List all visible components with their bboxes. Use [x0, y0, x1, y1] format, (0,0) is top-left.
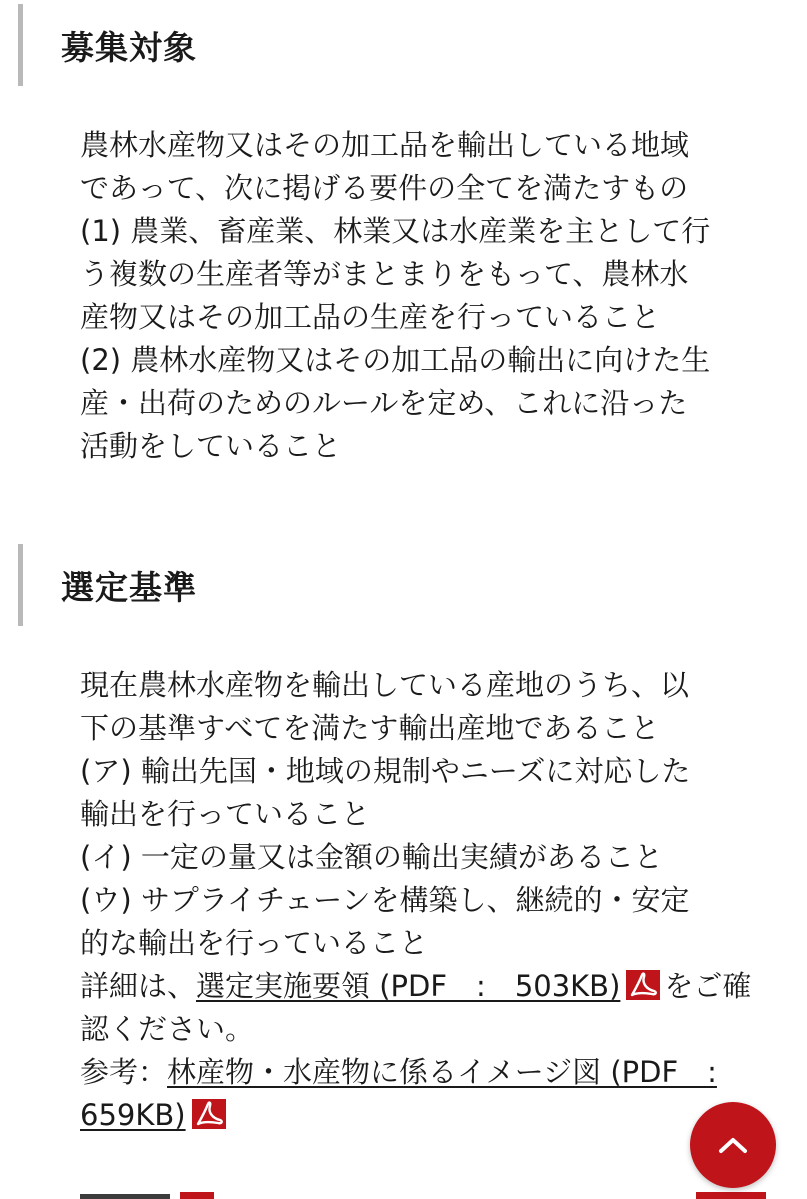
detail-prefix: 詳細は、 — [80, 969, 197, 1003]
back-to-top-button[interactable] — [690, 1102, 776, 1188]
pdf-icon — [626, 970, 660, 1000]
reference-line — [80, 1051, 740, 1094]
body-line: 現在農林水産物を輸出している産地のうち、以 — [80, 668, 690, 702]
body-line: 活動をしていること — [80, 429, 342, 463]
body-line: (1) 農業、畜産業、林業又は水産業を主として行 — [80, 214, 711, 248]
next-item-partial — [80, 1186, 800, 1199]
detail-line — [80, 965, 752, 1008]
body-line: 産・出荷のためのルールを定め、これに沿った — [80, 386, 688, 420]
partial-content — [80, 1188, 800, 1199]
detail-suffix: をご確 — [664, 969, 752, 1003]
section-body — [80, 664, 752, 1137]
section-body — [80, 124, 740, 468]
reference-image-pdf-link-size[interactable]: 659KB) — [80, 1098, 186, 1132]
section-heading: 選定基準 — [18, 544, 807, 626]
body-line: であって、次に掲げる要件の全てを満たすもの — [80, 171, 689, 205]
body-line: (イ) 一定の量又は金額の輸出実績があること — [80, 840, 663, 874]
reference-image-pdf-link[interactable]: 林産物・水産物に係るイメージ図 (PDF : — [167, 1055, 717, 1089]
body-line: 輸出を行っていること — [80, 797, 371, 831]
body-line: (ウ) サプライチェーンを構築し、継続的・安定 — [80, 883, 690, 917]
body-line: 的な輸出を行っていること — [80, 926, 429, 960]
body-line: 農林水産物又はその加工品を輸出している地域 — [80, 128, 690, 162]
body-line: 下の基準すべてを満たす輸出産地であること — [80, 711, 660, 745]
section-heading: 募集対象 — [18, 4, 807, 86]
detail-line-2: 認ください。 — [80, 1012, 255, 1046]
body-line: 産物又はその加工品の生産を行っていること — [80, 300, 661, 334]
body-line: (ア) 輸出先国・地域の規制やニーズに対応した — [80, 754, 691, 788]
chevron-up-icon — [718, 1136, 748, 1154]
body-line: (2) 農林水産物又はその加工品の輸出に向けた生 — [80, 343, 711, 377]
pdf-icon — [192, 1099, 226, 1129]
reference-line-2 — [80, 1094, 740, 1137]
reference-prefix: 参考： — [80, 1055, 168, 1089]
body-line: う複数の生産者等がまとまりをもって、農林水 — [80, 257, 689, 291]
selection-guidelines-pdf-link[interactable]: 選定実施要領 (PDF : 503KB) — [196, 969, 621, 1003]
